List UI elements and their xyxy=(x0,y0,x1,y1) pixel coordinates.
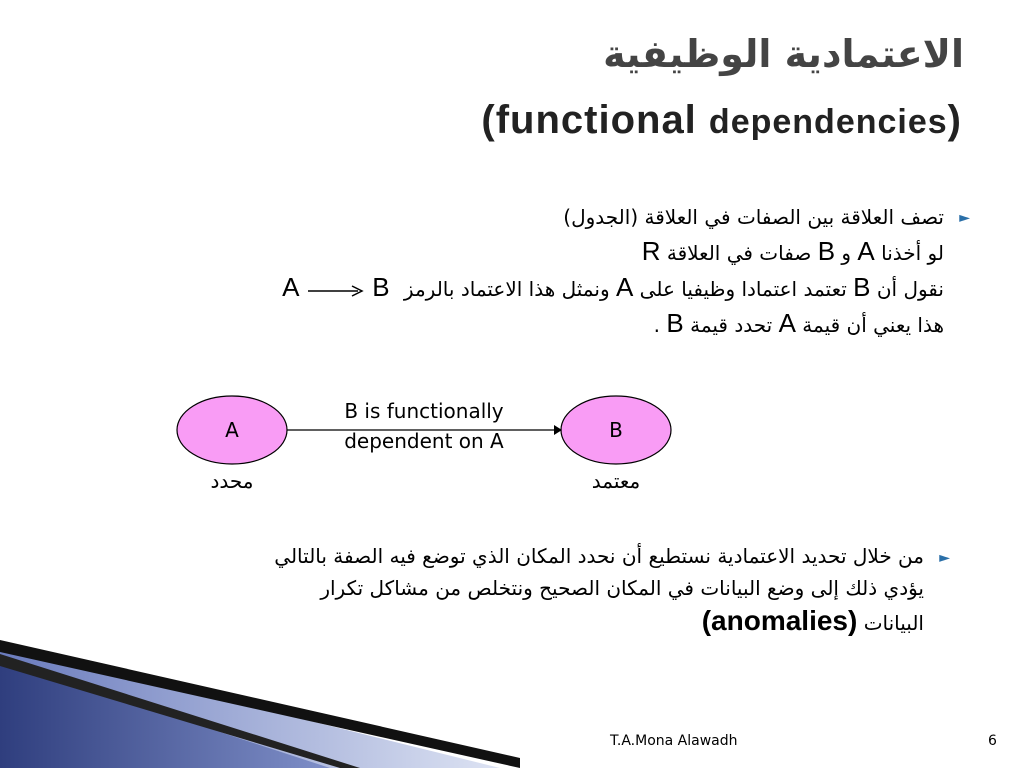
anomalies-term: (anomalies) xyxy=(701,605,858,636)
s1-line-3: نقول أن B تعتمد اعتمادا وظيفيا على A ونمثل هذا الاعتماد بالرمز A B xyxy=(84,270,944,306)
title-paren-close: ) xyxy=(947,98,962,142)
edge-label-1: B is functionally xyxy=(344,399,504,423)
edge-label-2: dependent on A xyxy=(344,429,504,453)
s1-line-2: لو أخذنا A و B صفات في العلاقة R xyxy=(641,236,944,266)
arrow-right-icon xyxy=(306,284,366,298)
s2-line-3: البيانات (anomalies) xyxy=(701,605,924,636)
node-b-label: B xyxy=(609,418,623,442)
node-a-caption: محدد xyxy=(210,469,254,493)
page-title-english xyxy=(481,98,962,143)
s2-line-1: من خلال تحديد الاعتمادية نستطيع أن نحدد المكان الذي توضع فيه الصفة بالتالي xyxy=(274,544,924,568)
section-1 xyxy=(84,200,970,342)
footer-author: T.A.Mona Alawadh xyxy=(610,733,738,749)
bullet-icon: ► xyxy=(939,550,950,566)
section-2 xyxy=(84,540,950,640)
s1-line-1: تصف العلاقة بين الصفات في العلاقة (الجدول) xyxy=(563,205,944,229)
title-word-dependencies: dependencies xyxy=(708,103,948,141)
page-title-arabic: الاعتمادية الوظيفية xyxy=(603,32,964,76)
s2-line-2: يؤدي ذلك إلى وضع البيانات في المكان الصحيح ونتخلص من مشاكل تكرار xyxy=(320,576,924,600)
fd-symbol: A B xyxy=(282,272,390,302)
title-word-functional: functional xyxy=(495,98,697,142)
bullet-icon: ► xyxy=(959,210,970,226)
page-number: 6 xyxy=(988,733,997,749)
decorative-stripes xyxy=(0,640,520,768)
node-a-label: A xyxy=(225,418,239,442)
node-b-caption: معتمد xyxy=(591,469,641,493)
fd-diagram xyxy=(170,390,690,500)
title-paren-open: ( xyxy=(481,98,496,142)
s1-line-4: هذا يعني أن قيمة A تحدد قيمة B . xyxy=(653,308,944,338)
